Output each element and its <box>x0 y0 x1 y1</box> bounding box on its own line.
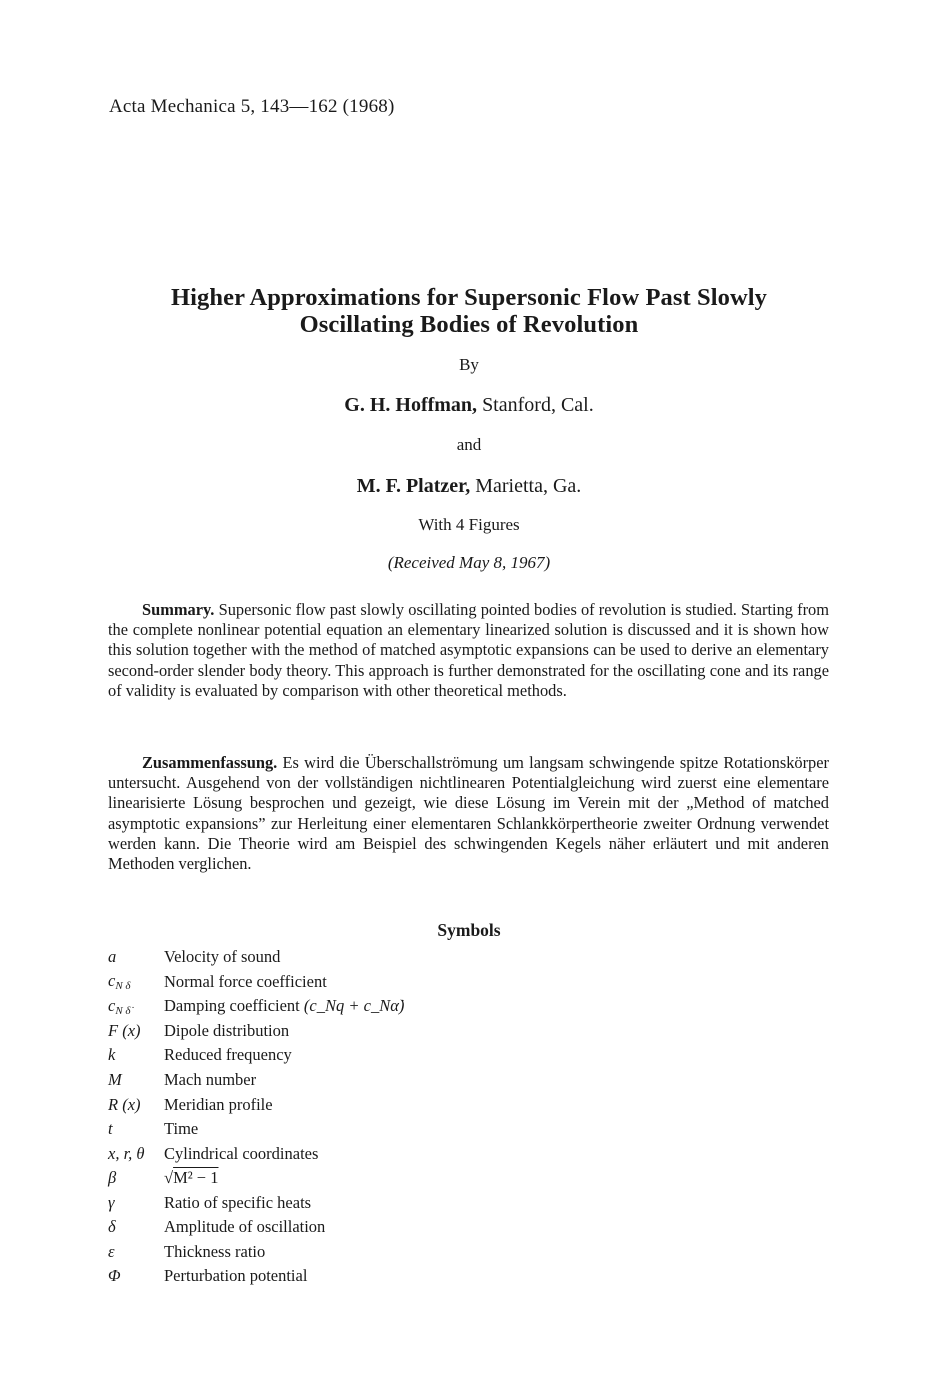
symbol-row <box>108 994 404 1019</box>
symbol: δ <box>108 1217 116 1237</box>
symbol: t <box>108 1119 113 1139</box>
symbol-description: Perturbation potential <box>164 1266 308 1286</box>
symbol-row <box>108 1043 404 1068</box>
title-line-1: Higher Approximations for Supersonic Flow Past Slowly <box>170 284 768 311</box>
symbol-description: Thickness ratio <box>164 1241 266 1261</box>
symbol-description: Velocity of sound <box>164 947 281 967</box>
zusammenfassung-lead: Zusammenfassung. <box>142 753 278 772</box>
symbol-row <box>108 1264 404 1289</box>
symbol-row <box>108 945 404 970</box>
symbol-description: Damping coefficient (c_Nq + c_Nα̇) <box>164 996 405 1016</box>
symbol-description: Cylindrical coordinates <box>164 1143 319 1163</box>
and-label: and <box>456 435 482 454</box>
summary-lead: Summary. <box>142 600 215 619</box>
symbol-row <box>108 970 404 995</box>
damping-formula: (c_Nq + c_Nα̇) <box>303 996 405 1016</box>
paper-title <box>100 284 838 338</box>
symbol: $c_{N \deltȧ}$ <box>108 995 131 1017</box>
summary-text: Supersonic flow past slowly oscillating pointed bodies of revolution is studied. Starting from the complete nonlinear potential equation an elementary linearized solution is discussed and it is shown how this solution together with the method of matched asymptotic expansions can be used to derive an elementary second-order slender body theory. This approach is further demonstrated for the oscillating cone and its range of validity is evaluated by comparison with other theoretical methods. <box>108 600 829 700</box>
author-2-name: M. F. Platzer, <box>356 475 471 497</box>
summary-paragraph <box>108 600 829 701</box>
symbol-description: √M² − 1 <box>164 1168 219 1188</box>
symbol: k <box>108 1045 116 1065</box>
symbols-heading: Symbols <box>437 920 501 940</box>
zusammenfassung-text: Es wird die Überschallströmung um langsam schwingende spitze Rotationskörper untersucht. Ausgehend von der vollständigen nichtlinearen Potentialgleichung wird zuerst eine elementare linearisierte Lösung besprochen und gezeigt, wie diese Lösung im Verein mit der „Method of matched asymptotic expansions” zur Herleitung einer elementaren Schlankkörpertheorie zweiter Ordnung verwendet werden kann. Die Theorie wird am Beispiel des schwingenden Kegels näher erläutert und mit anderen Methoden verglichen. <box>108 753 829 874</box>
author-1 <box>0 394 938 417</box>
symbol-row <box>108 1092 404 1117</box>
symbol-row <box>108 1190 404 1215</box>
author-2-affiliation: Marietta, Ga. <box>475 475 582 497</box>
symbol: ε <box>108 1241 115 1261</box>
symbol-description: Dipole distribution <box>164 1020 290 1040</box>
symbol: F (x) <box>108 1020 141 1040</box>
symbol-description: Time <box>164 1119 199 1139</box>
symbol-row <box>108 1215 404 1240</box>
symbol-row <box>108 1019 404 1044</box>
author-1-name: G. H. Hoffman, <box>344 394 478 416</box>
author-1-affiliation: Stanford, Cal. <box>482 394 594 416</box>
symbol: β <box>108 1168 117 1188</box>
symbol: γ <box>108 1192 115 1212</box>
author-2 <box>0 475 938 498</box>
symbol-row <box>108 1141 404 1166</box>
symbol-description: Mach number <box>164 1070 257 1089</box>
sqrt-icon: √ <box>164 1168 174 1188</box>
symbol: $c_{N \delta}$ <box>108 971 131 993</box>
symbol: R (x) <box>108 1094 141 1114</box>
symbol-row <box>108 1240 404 1265</box>
title-line-2: Oscillating Bodies of Revolution <box>299 311 639 338</box>
received-date: (Received May 8, 1967) <box>387 553 551 572</box>
symbol-row <box>108 1068 404 1093</box>
figures-note: With 4 Figures <box>418 515 520 534</box>
symbol: x, r, θ <box>108 1143 145 1163</box>
by-label: By <box>459 355 479 374</box>
symbol-description: Meridian profile <box>164 1094 273 1114</box>
symbol-description: Amplitude of oscillation <box>164 1217 326 1237</box>
zusammenfassung-paragraph <box>108 753 829 874</box>
symbol-description: Normal force coefficient <box>164 971 327 991</box>
journal-reference: Acta Mechanica 5, 143—162 (1968) <box>109 96 395 117</box>
symbol: M <box>108 1070 122 1089</box>
symbol-description: Reduced frequency <box>164 1045 292 1065</box>
symbol-row <box>108 1166 404 1191</box>
symbol: a <box>108 947 117 967</box>
symbol-row <box>108 1117 404 1142</box>
symbol: Φ <box>108 1266 121 1286</box>
symbol-description: Ratio of specific heats <box>164 1192 312 1212</box>
symbols-list <box>108 945 404 1289</box>
